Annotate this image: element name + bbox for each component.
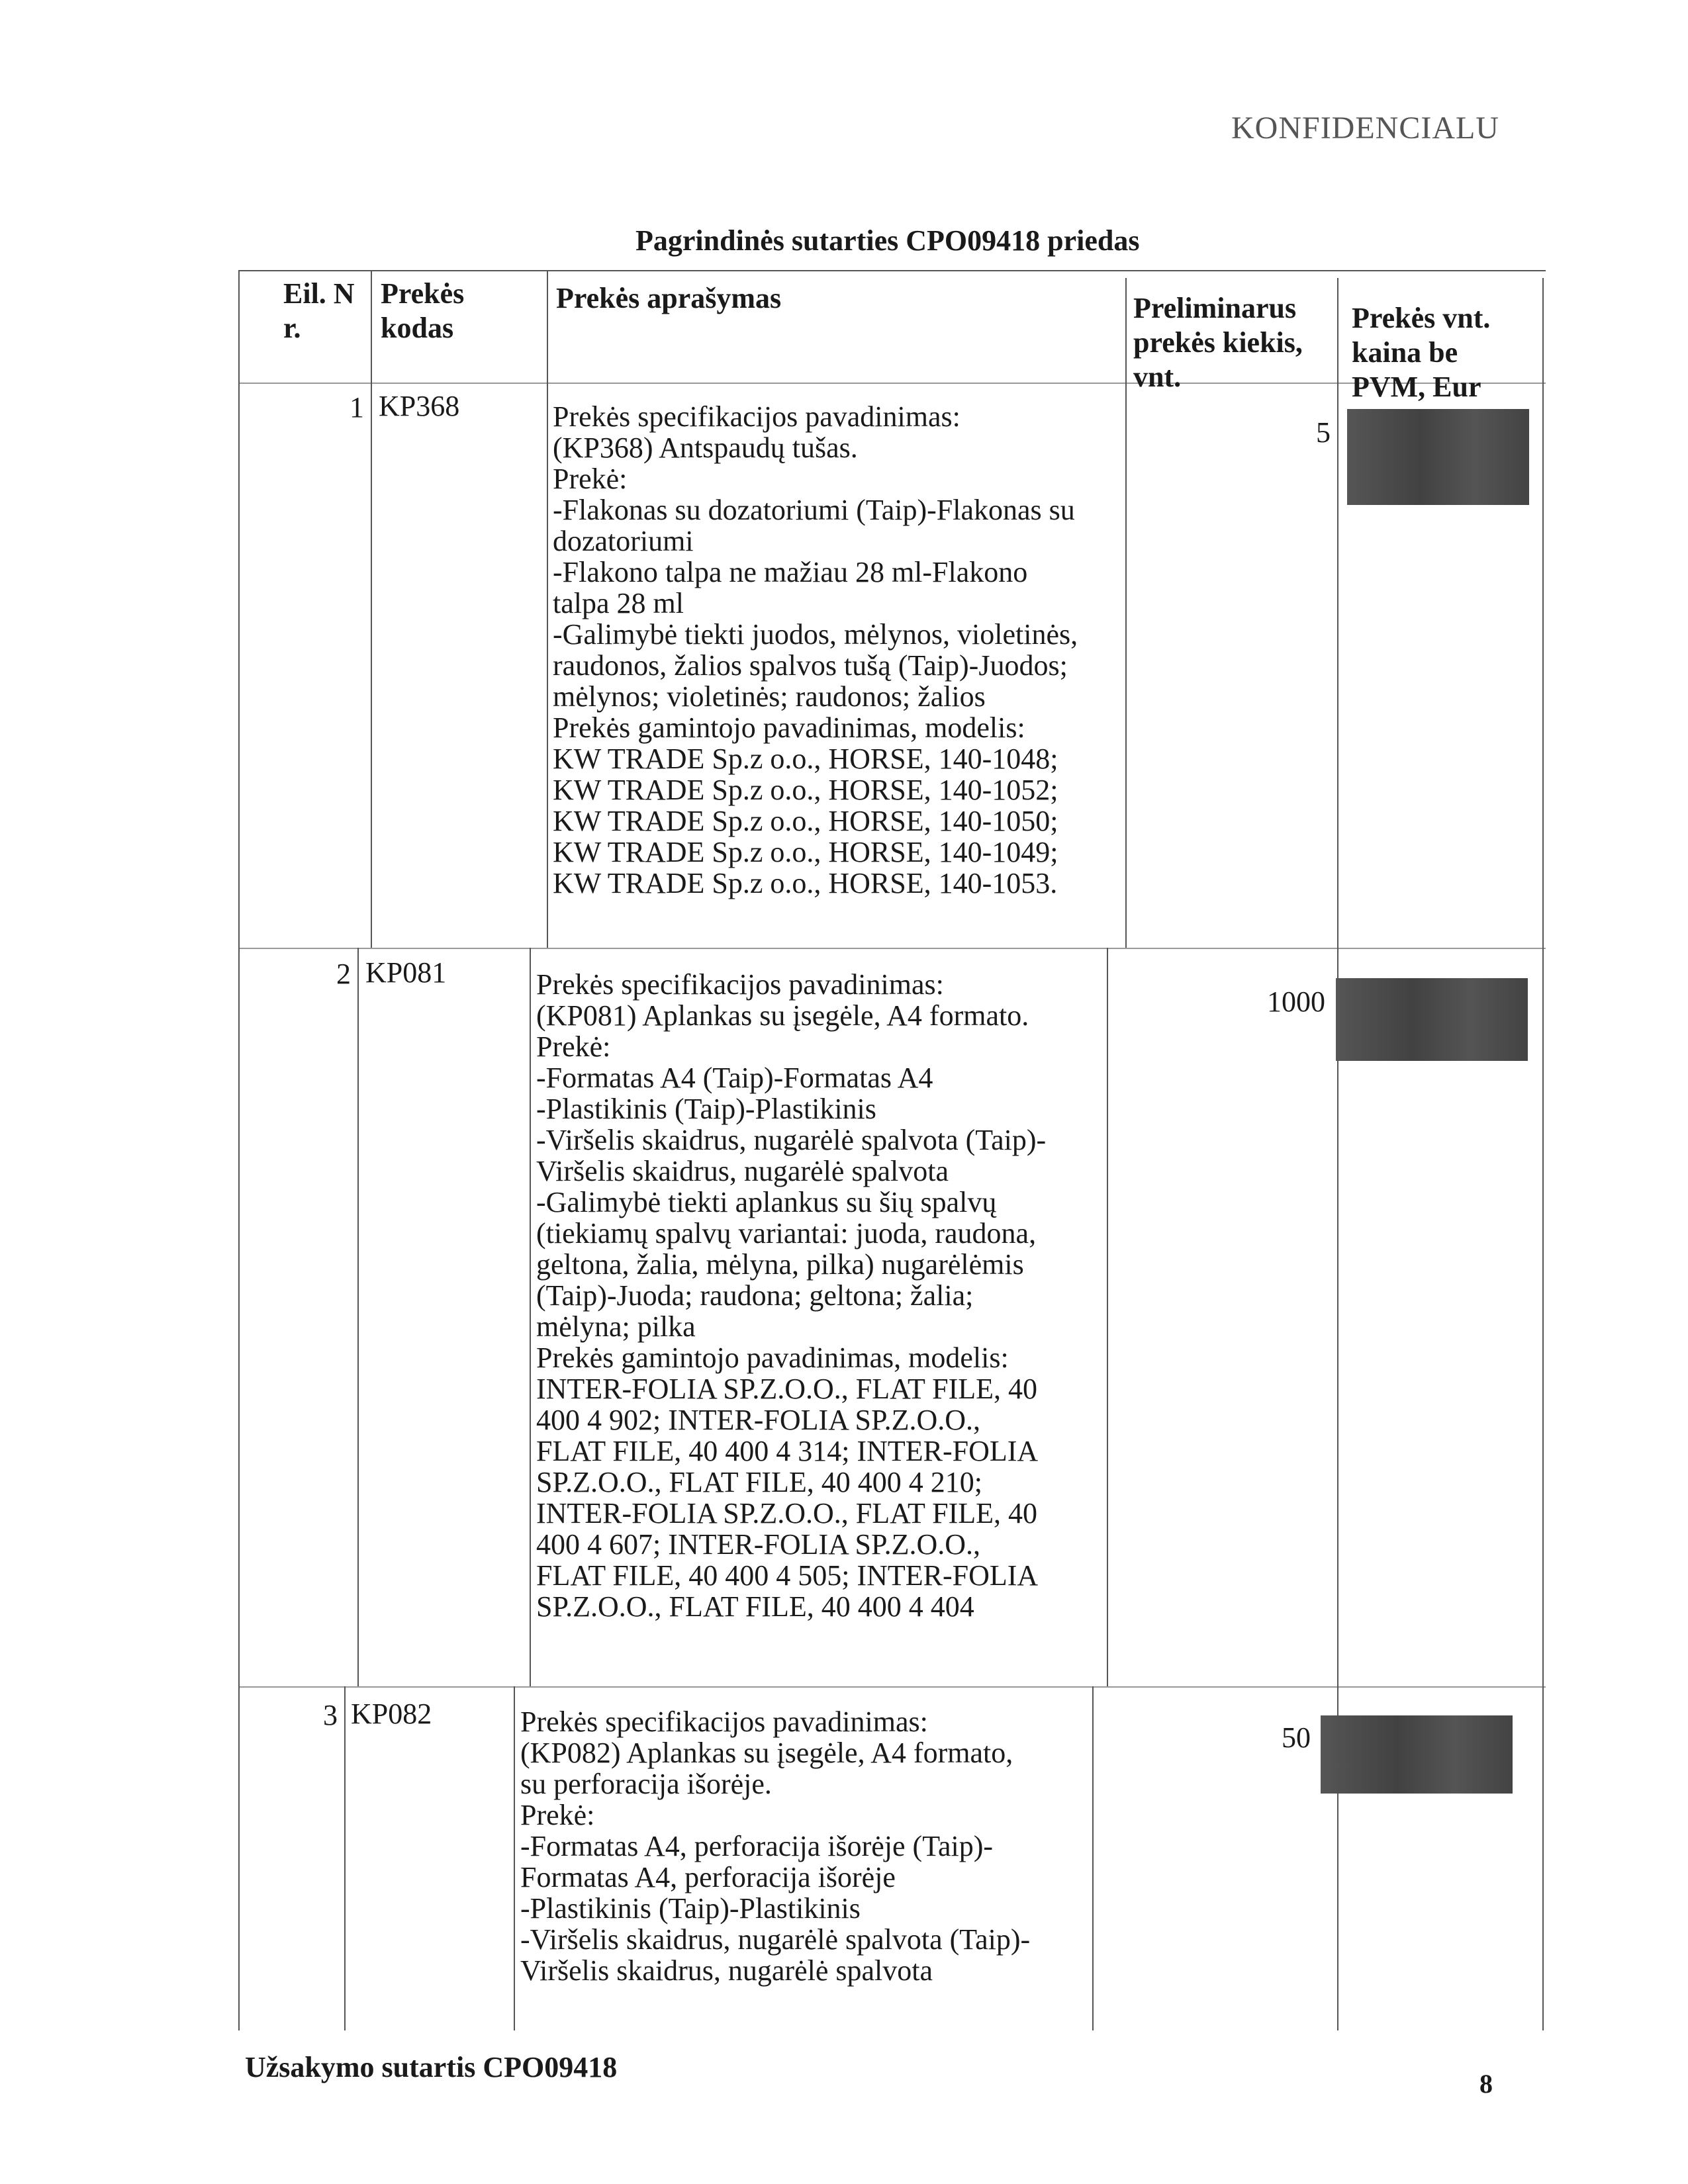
header-bottom-border — [238, 383, 1546, 384]
description-line: -Plastikinis (Taip)-Plastikinis — [520, 1892, 861, 1925]
description-line: Prekės gamintojo pavadinimas, modelis: — [536, 1342, 1009, 1374]
col-line-2a — [547, 270, 548, 948]
description-line: -Galimybė tiekti aplankus su šių spalvų — [536, 1186, 997, 1218]
description-line: 400 4 902; INTER-FOLIA SP.Z.O.O., — [536, 1404, 981, 1436]
col-header-aprasymas: Prekės aprašymas — [556, 282, 782, 314]
description-line: -Plastikinis (Taip)-Plastikinis — [536, 1093, 876, 1125]
description-line: dozatoriumi — [553, 525, 694, 557]
col-line-2b — [530, 948, 531, 1686]
item-quantity: 50 — [1282, 1721, 1311, 1754]
description-line: KW TRADE Sp.z o.o., HORSE, 140-1048; — [553, 743, 1058, 775]
description-line: Viršelis skaidrus, nugarėlė spalvota — [536, 1155, 949, 1187]
description-line: -Formatas A4, perforacija išorėje (Taip)- — [520, 1830, 994, 1862]
row-separator-1 — [238, 948, 1546, 949]
description-line: INTER-FOLIA SP.Z.O.O., FLAT FILE, 40 — [536, 1497, 1038, 1529]
item-description — [520, 1706, 1030, 1986]
description-line: -Viršelis skaidrus, nugarėlė spalvota (Taip)- — [536, 1124, 1047, 1156]
description-line: SP.Z.O.O., FLAT FILE, 40 400 4 404 — [536, 1590, 974, 1623]
description-line: (tiekiamų spalvų variantai: juoda, raudona, — [536, 1217, 1037, 1250]
description-line: geltona, žalia, mėlyna, pilka) nugarėlėmis — [536, 1248, 1024, 1281]
description-line: -Galimybė tiekti juodos, mėlynos, violetinės, — [553, 618, 1078, 651]
description-line: INTER-FOLIA SP.Z.O.O., FLAT FILE, 40 — [536, 1373, 1038, 1405]
description-line: (Taip)-Juoda; raudona; geltona; žalia; — [536, 1279, 974, 1312]
description-line: KW TRADE Sp.z o.o., HORSE, 140-1050; — [553, 805, 1058, 837]
description-line: KW TRADE Sp.z o.o., HORSE, 140-1053. — [553, 867, 1058, 899]
description-line: Prekės gamintojo pavadinimas, modelis: — [553, 711, 1025, 744]
col-header-kaina: Prekės vnt. kaina be PVM, Eur — [1352, 302, 1491, 403]
description-line: -Flakono talpa ne mažiau 28 ml-Flakono — [553, 556, 1028, 588]
description-line: KW TRADE Sp.z o.o., HORSE, 140-1049; — [553, 836, 1058, 868]
description-line: Prekė: — [520, 1799, 595, 1831]
description-line: (KP368) Antspaudų tušas. — [553, 432, 858, 464]
redacted-price — [1336, 978, 1528, 1061]
table-right-border — [1542, 278, 1544, 2030]
description-line: Prekės specifikacijos pavadinimas: — [536, 968, 944, 1001]
description-line: (KP081) Aplankas su įsegėle, A4 formato. — [536, 999, 1029, 1032]
description-line: Viršelis skaidrus, nugarėlė spalvota — [520, 1954, 933, 1987]
item-description — [553, 401, 1078, 899]
item-code: KP081 — [365, 956, 447, 989]
col-line-3b — [1107, 948, 1108, 1686]
description-line: Formatas A4, perforacija išorėje — [520, 1861, 896, 1893]
col-header-eil-nr: Eil. N r. — [283, 277, 355, 344]
description-line: -Flakonas su dozatoriumi (Taip)-Flakonas su — [553, 494, 1075, 526]
item-description — [536, 969, 1046, 1622]
col-line-1b — [357, 948, 359, 1686]
col-line-2c — [514, 1686, 515, 2030]
description-line: (KP082) Aplankas su įsegėle, A4 formato, — [520, 1737, 1013, 1769]
row-number: 2 — [336, 958, 351, 990]
description-line: raudonos, žalios spalvos tušą (Taip)-Juodos; — [553, 649, 1068, 682]
confidential-label: KONFIDENCIALU — [1231, 111, 1499, 146]
item-code: KP082 — [351, 1698, 432, 1730]
description-line: 400 4 607; INTER-FOLIA SP.Z.O.O., — [536, 1528, 981, 1561]
item-quantity: 1000 — [1267, 985, 1325, 1018]
description-line: -Formatas A4 (Taip)-Formatas A4 — [536, 1062, 933, 1094]
description-line: mėlynos; violetinės; raudonos; žalios — [553, 680, 986, 713]
description-line: talpa 28 ml — [553, 587, 684, 619]
description-line: Prekės specifikacijos pavadinimas: — [553, 400, 961, 433]
description-line: Prekė: — [536, 1030, 611, 1063]
row-number: 3 — [323, 1699, 338, 1731]
description-line: FLAT FILE, 40 400 4 505; INTER-FOLIA — [536, 1559, 1039, 1592]
row-separator-2 — [238, 1686, 1546, 1688]
col-line-3a — [1125, 278, 1127, 948]
col-line-1c — [344, 1686, 346, 2030]
table-top-border — [238, 270, 1546, 271]
col-line-1a — [371, 270, 372, 948]
col-line-3c — [1092, 1686, 1094, 2030]
col-header-kodas: Prekės kodas — [381, 277, 465, 344]
description-line: Prekė: — [553, 463, 628, 495]
item-quantity: 5 — [1316, 416, 1331, 449]
page-number: 8 — [1479, 2069, 1493, 2099]
redacted-price — [1321, 1715, 1513, 1794]
description-line: FLAT FILE, 40 400 4 314; INTER-FOLIA — [536, 1435, 1039, 1467]
description-line: mėlyna; pilka — [536, 1310, 696, 1343]
item-code: KP368 — [379, 390, 460, 422]
description-line: SP.Z.O.O., FLAT FILE, 40 400 4 210; — [536, 1466, 982, 1498]
footer-contract: Užsakymo sutartis CPO09418 — [245, 2051, 618, 2083]
document-title: Pagrindinės sutarties CPO09418 priedas — [635, 224, 1140, 257]
description-line: su perforacija išorėje. — [520, 1768, 772, 1800]
col-header-kiekis: Preliminarus prekės kiekis, vnt. — [1133, 292, 1303, 393]
table-left-border — [238, 270, 240, 2030]
description-line: -Viršelis skaidrus, nugarėlė spalvota (Taip)- — [520, 1923, 1031, 1956]
description-line: KW TRADE Sp.z o.o., HORSE, 140-1052; — [553, 774, 1058, 806]
description-line: Prekės specifikacijos pavadinimas: — [520, 1706, 928, 1738]
row-number: 1 — [350, 391, 364, 424]
redacted-price — [1347, 409, 1529, 505]
